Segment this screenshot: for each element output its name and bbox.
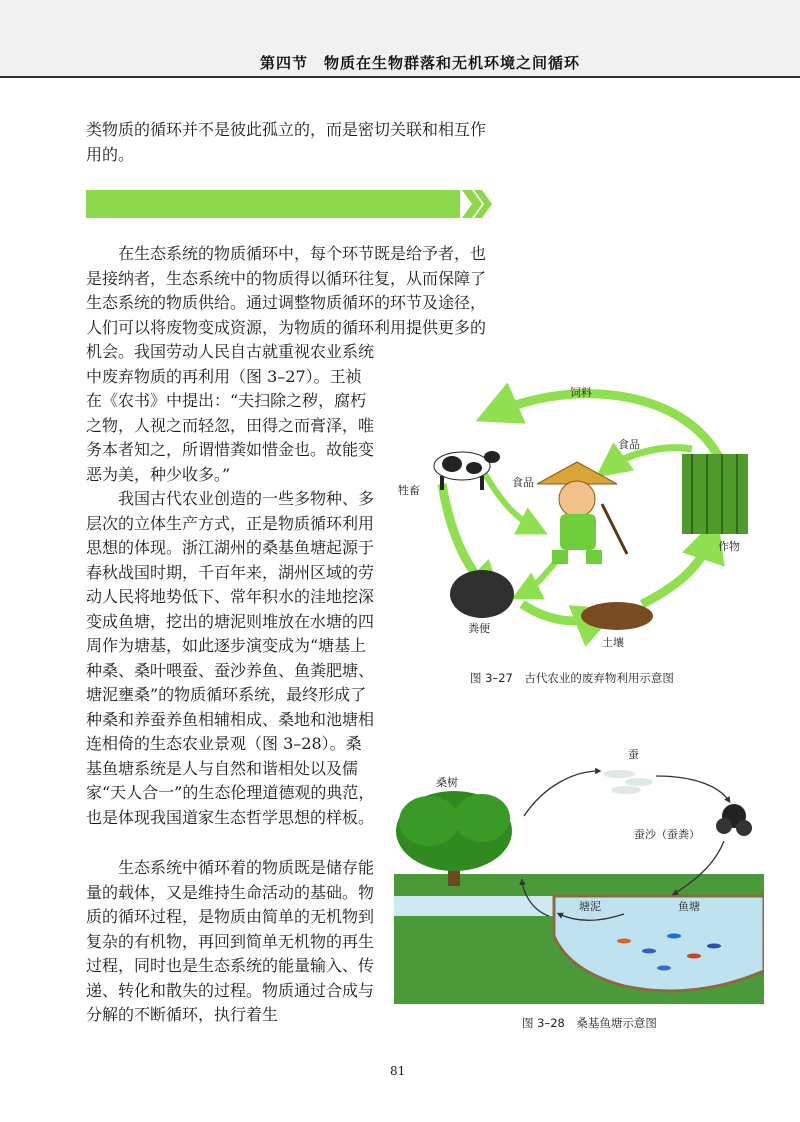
label-livestock: 牲畜 [398, 484, 420, 497]
double-chevron-icon [460, 190, 494, 218]
manure-pile [450, 570, 514, 618]
figure-caption-3-27: 图 3–27 古代农业的废弃物利用示意图 [470, 671, 674, 685]
crops-illustration [682, 454, 748, 534]
section-banner [86, 190, 460, 218]
paragraph-4: 我国古代农业创造的一些多物种、多层次的立体生产方式，正是物质循环利用思想的体现。浙江湖州的桑基鱼塘起源于春秋战国时期，千百年来，湖州区域的劳动人民将地势低下、常年积水的洼地挖深变成鱼塘，挖出的塘泥则堆放在水塘的四周作为塘基，如此逐步演变成为“塘基上种桑、桑叶喂蚕、蚕沙养鱼、鱼粪肥塘、塘泥壅桑”的物质循环系统，最终形成了种桑和养蚕养鱼相辅相成、桑地和池塘相连相倚的生态农业景观（图 3–28）。桑基鱼塘系统是人与自然和谐相处以及儒家“天人合一”的生态伦理道德观的典范，也是体现我国道家生态哲学思想的样板。 [86, 489, 375, 827]
page-number: 81 [390, 1064, 406, 1078]
label-mulberry: 桑树 [436, 776, 458, 789]
paragraph-1: 类物质的循环并不是彼此孤立的，而是密切关联和相互作用的。 [86, 120, 487, 164]
paragraph-3: 机会。我国劳动人民自古就重视农业系统中废弃物质的再利用（图 3–27）。王祯在《农书》中提出：“夫扫除之秽，腐朽之物，人视之而轻忽，田得之而膏泽，唯务本者知之，所谓惜粪如惜金也。故能变恶为美，种少收多。” [86, 342, 375, 484]
page-header [0, 0, 800, 80]
label-fish-pond: 鱼塘 [678, 900, 700, 913]
label-silkworm-feces: 蚕沙（蚕粪） [634, 828, 700, 841]
figure-caption-3-28: 图 3–28 桑基鱼塘示意图 [522, 1016, 657, 1030]
label-food-left: 食品 [512, 476, 534, 489]
label-pond-mud: 塘泥 [579, 900, 601, 913]
paragraph-5: 生态系统中循环着的物质既是储存能量的载体，又是维持生命活动的基础。物质的循环过程，是物质由简单的无机物到复杂的有机物，再回到简单无机物的再生过程，同时也是生态系统的能量输入、传递、转化和散失的过程。物质通过合成与分解的不断循环，执行着生 [86, 858, 375, 1024]
label-manure: 粪便 [468, 622, 490, 635]
soil-pile [581, 602, 653, 630]
label-silkworm: 蚕 [628, 748, 639, 761]
figure-waste-reuse-diagram [392, 354, 762, 652]
header-divider [0, 76, 800, 78]
label-feed: 饲料 [570, 386, 592, 399]
label-crops: 作物 [718, 540, 740, 553]
label-food-top: 食品 [618, 438, 640, 451]
label-soil: 土壤 [602, 636, 624, 649]
figure-mulberry-fish-pond-diagram [394, 746, 764, 1004]
paragraph-2: 在生态系统的物质循环中，每个环节既是给予者，也是接纳者，生态系统中的物质得以循环往复，从而保障了生态系统的物质供给。通过调整物质循环的环节及途径，人们可以将废物变成资源，为物质的循环利用提供更多的 [86, 244, 487, 337]
section-title: 第四节 物质在生物群落和无机环境之间循环 [259, 54, 580, 72]
